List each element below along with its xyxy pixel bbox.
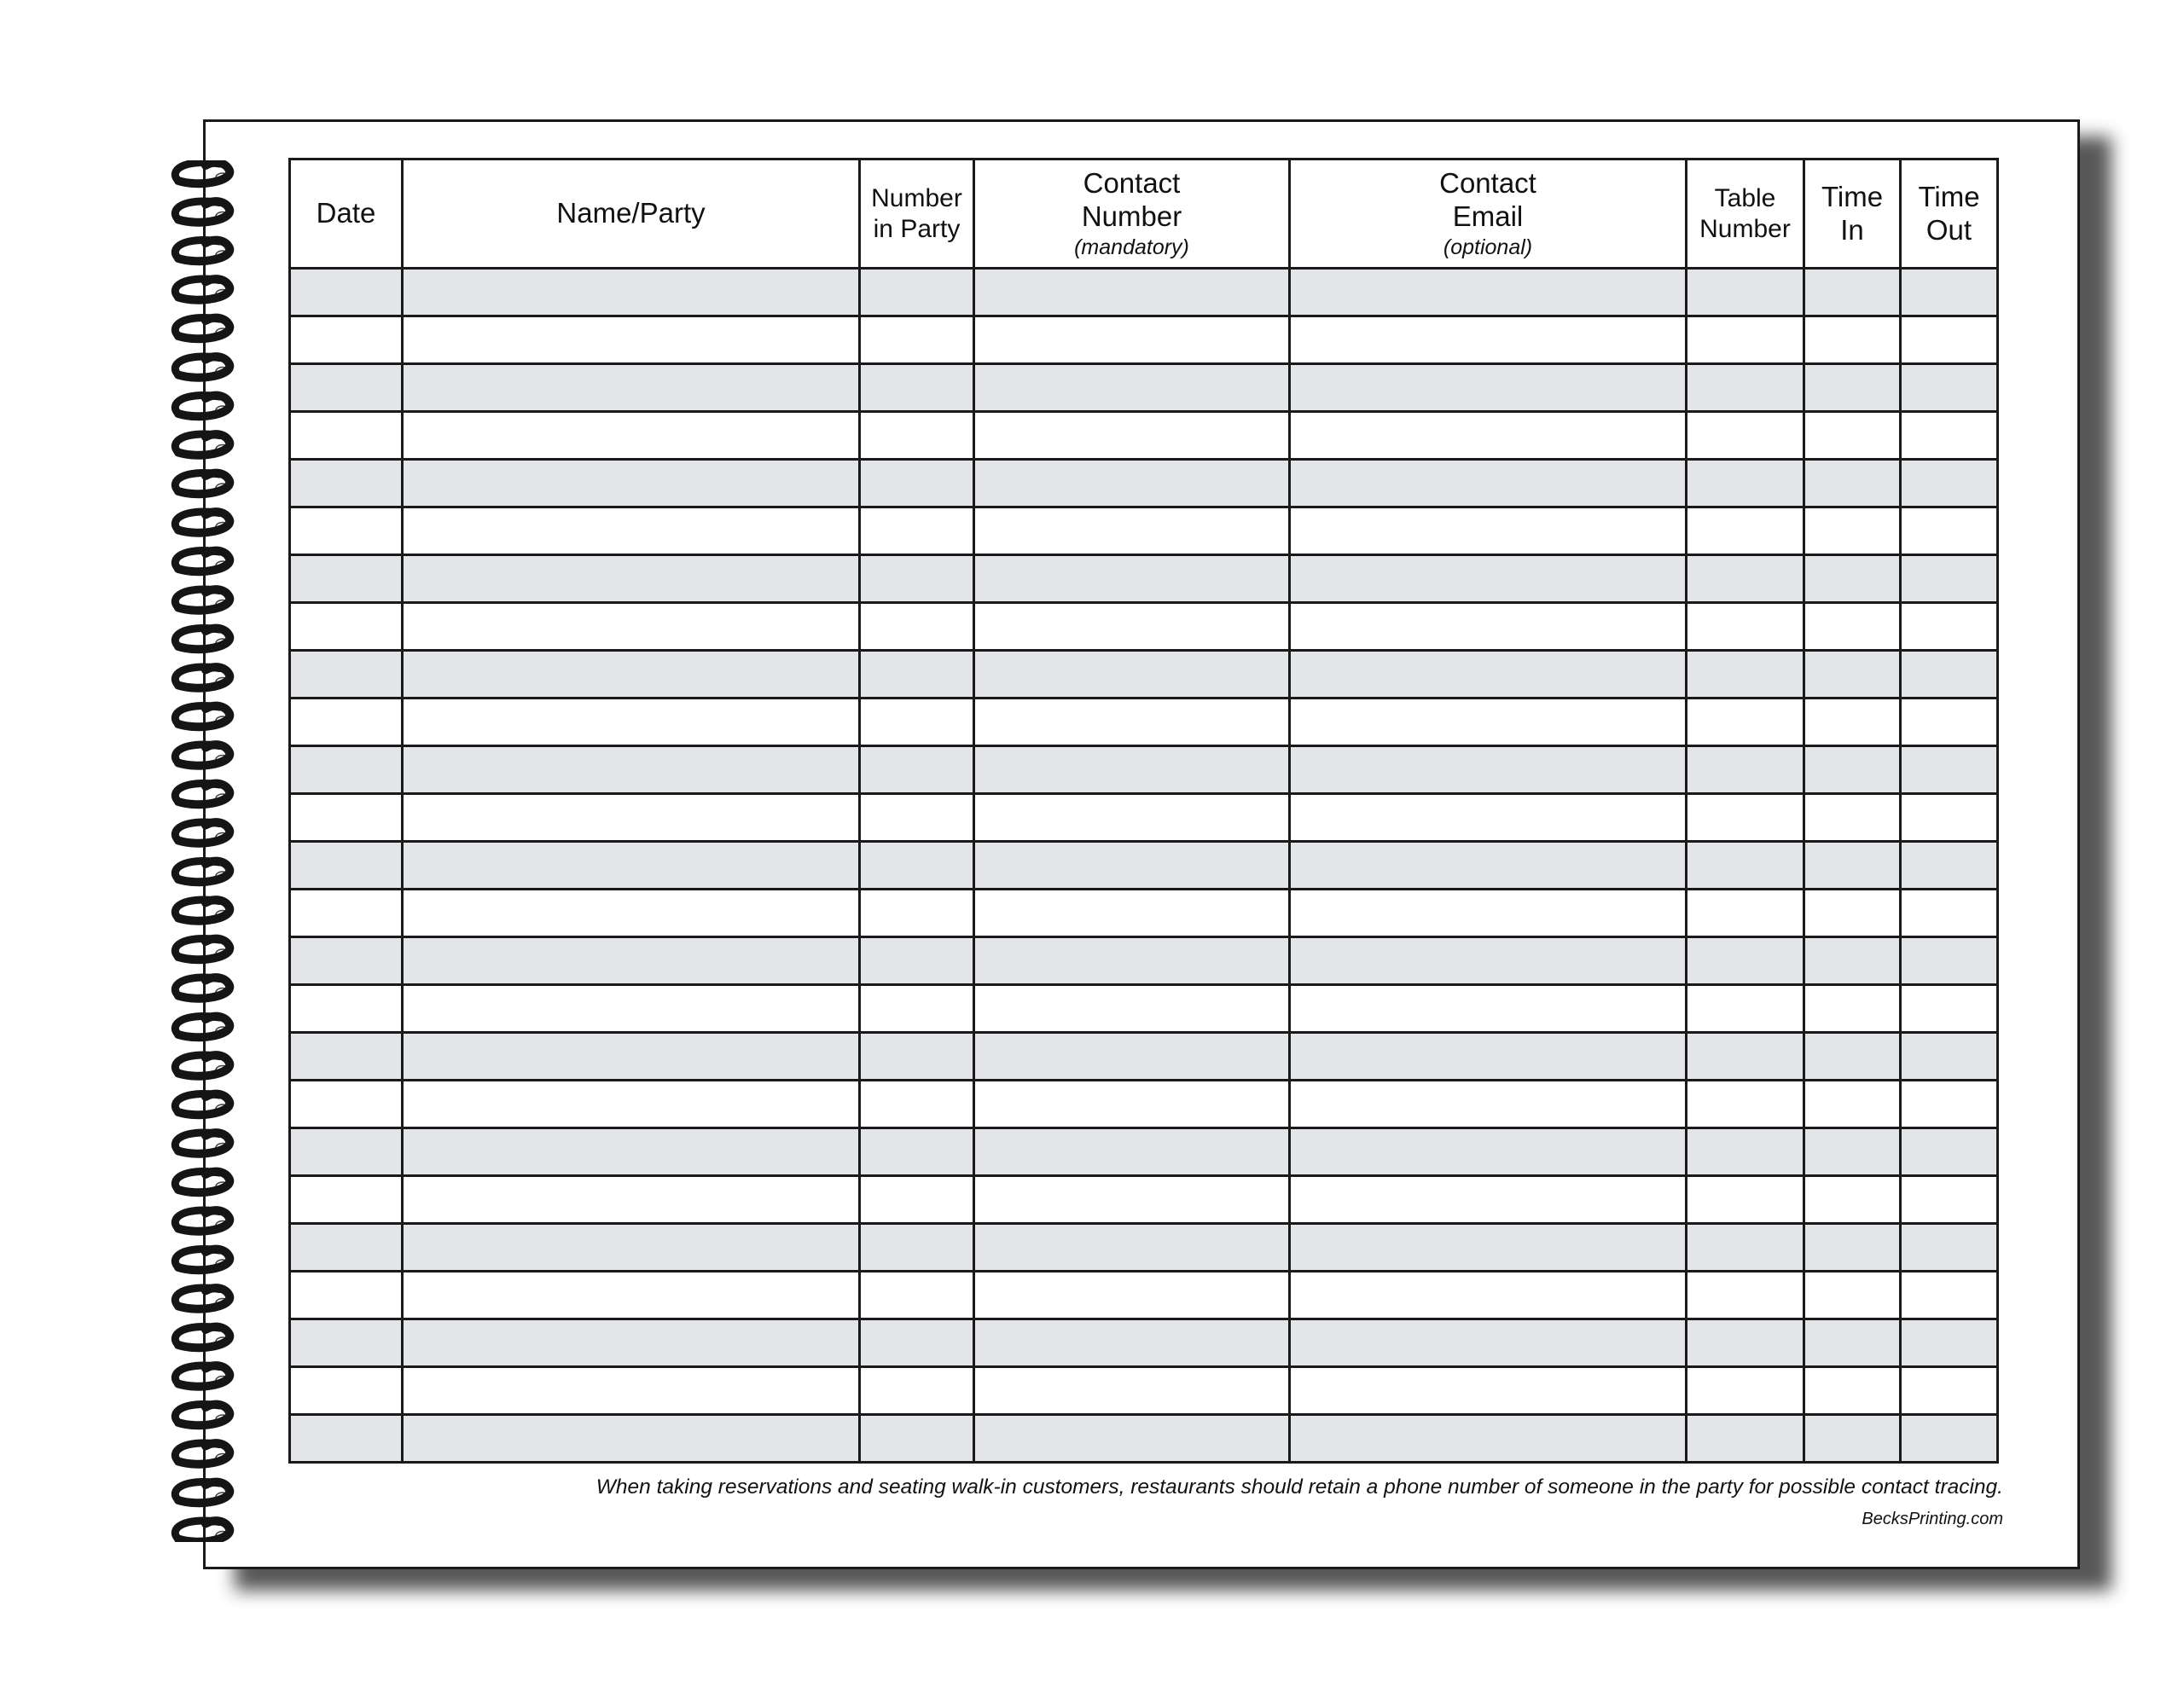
- log-cell-table-number: [1687, 890, 1804, 937]
- log-cell-time-out: [1901, 842, 1998, 890]
- log-cell-time-out: [1901, 460, 1998, 507]
- log-cell-number-in-party: [860, 1176, 974, 1224]
- log-cell-contact-email: [1290, 412, 1687, 460]
- log-cell-number-in-party: [860, 1367, 974, 1415]
- log-cell-date: [290, 1272, 403, 1319]
- log-cell-contact-email: [1290, 937, 1687, 985]
- col-header-time-out: Time Out: [1901, 159, 1998, 269]
- log-cell-date: [290, 1081, 403, 1128]
- log-cell-number-in-party: [860, 1081, 974, 1128]
- log-cell-time-in: [1804, 1224, 1901, 1272]
- log-cell-table-number: [1687, 842, 1804, 890]
- log-cell-contact-number: [974, 1224, 1290, 1272]
- spiral-coil: [175, 512, 229, 533]
- col-header-table-number: Table Number: [1687, 159, 1804, 269]
- log-cell-contact-number: [974, 555, 1290, 603]
- log-cell-contact-email: [1290, 1415, 1687, 1463]
- log-cell-date: [290, 1224, 403, 1272]
- log-row: [290, 269, 1998, 316]
- log-cell-contact-number: [974, 412, 1290, 460]
- log-cell-time-in: [1804, 364, 1901, 412]
- log-cell-time-in: [1804, 603, 1901, 651]
- log-cell-number-in-party: [860, 651, 974, 699]
- spiral-coil: [175, 667, 229, 688]
- log-cell-number-in-party: [860, 985, 974, 1033]
- log-cell-table-number: [1687, 794, 1804, 842]
- log-cell-date: [290, 746, 403, 794]
- spiral-coil: [175, 1210, 229, 1232]
- log-cell-number-in-party: [860, 507, 974, 555]
- log-cell-table-number: [1687, 1128, 1804, 1176]
- log-cell-name-party: [403, 1081, 860, 1128]
- log-cell-time-out: [1901, 1128, 1998, 1176]
- spiral-coil: [175, 279, 229, 300]
- spiral-coil: [175, 1482, 229, 1504]
- log-cell-date: [290, 555, 403, 603]
- log-cell-contact-number: [974, 507, 1290, 555]
- log-cell-number-in-party: [860, 746, 974, 794]
- spiral-coil: [175, 1288, 229, 1309]
- log-cell-name-party: [403, 1033, 860, 1081]
- log-cell-time-out: [1901, 364, 1998, 412]
- log-cell-table-number: [1687, 937, 1804, 985]
- log-cell-name-party: [403, 555, 860, 603]
- col-header-date: Date: [290, 159, 403, 269]
- log-cell-time-out: [1901, 1033, 1998, 1081]
- spiral-coil: [175, 822, 229, 844]
- log-cell-time-out: [1901, 985, 1998, 1033]
- log-cell-time-out: [1901, 1081, 1998, 1128]
- log-cell-table-number: [1687, 460, 1804, 507]
- spiral-coil: [175, 1249, 229, 1271]
- log-cell-contact-number: [974, 1081, 1290, 1128]
- log-cell-time-out: [1901, 1367, 1998, 1415]
- log-cell-date: [290, 1033, 403, 1081]
- log-cell-contact-email: [1290, 1272, 1687, 1319]
- log-cell-time-in: [1804, 1033, 1901, 1081]
- log-row: [290, 1415, 1998, 1463]
- log-cell-date: [290, 1319, 403, 1367]
- log-cell-time-out: [1901, 412, 1998, 460]
- log-row: [290, 1367, 1998, 1415]
- spiral-coil: [175, 473, 229, 495]
- log-cell-contact-email: [1290, 1033, 1687, 1081]
- log-row: [290, 1176, 1998, 1224]
- log-cell-number-in-party: [860, 364, 974, 412]
- log-cell-contact-email: [1290, 507, 1687, 555]
- log-cell-date: [290, 1415, 403, 1463]
- log-row: [290, 1319, 1998, 1367]
- log-cell-time-out: [1901, 794, 1998, 842]
- log-cell-time-out: [1901, 1415, 1998, 1463]
- log-cell-time-out: [1901, 1176, 1998, 1224]
- log-cell-name-party: [403, 412, 860, 460]
- spiral-coil: [175, 1327, 229, 1348]
- log-cell-name-party: [403, 842, 860, 890]
- spiral-coil: [175, 201, 229, 223]
- optional-note: (optional): [1443, 235, 1533, 259]
- log-cell-time-in: [1804, 1081, 1901, 1128]
- log-row: [290, 937, 1998, 985]
- col-header-time-in: Time In: [1804, 159, 1901, 269]
- log-row: [290, 794, 1998, 842]
- log-cell-number-in-party: [860, 1033, 974, 1081]
- log-cell-date: [290, 1128, 403, 1176]
- log-cell-number-in-party: [860, 1128, 974, 1176]
- log-row: [290, 1081, 1998, 1128]
- log-cell-time-out: [1901, 316, 1998, 364]
- log-cell-time-out: [1901, 269, 1998, 316]
- spiral-coil: [175, 1365, 229, 1387]
- log-row: [290, 746, 1998, 794]
- log-cell-name-party: [403, 985, 860, 1033]
- log-cell-name-party: [403, 460, 860, 507]
- log-row: [290, 316, 1998, 364]
- spiral-coil: [175, 977, 229, 999]
- log-cell-contact-email: [1290, 985, 1687, 1033]
- log-cell-table-number: [1687, 985, 1804, 1033]
- log-cell-contact-email: [1290, 269, 1687, 316]
- log-cell-name-party: [403, 364, 860, 412]
- log-cell-time-in: [1804, 746, 1901, 794]
- col-header-name-party: Name/Party: [403, 159, 860, 269]
- log-cell-contact-number: [974, 1272, 1290, 1319]
- log-cell-contact-email: [1290, 1128, 1687, 1176]
- spiral-coil: [175, 861, 229, 883]
- log-cell-number-in-party: [860, 1319, 974, 1367]
- log-row: [290, 364, 1998, 412]
- log-cell-time-out: [1901, 651, 1998, 699]
- log-cell-date: [290, 699, 403, 746]
- log-cell-time-in: [1804, 794, 1901, 842]
- spiral-coil: [175, 163, 229, 184]
- log-cell-contact-number: [974, 890, 1290, 937]
- log-row: [290, 1033, 1998, 1081]
- log-cell-name-party: [403, 1272, 860, 1319]
- log-row: [290, 1128, 1998, 1176]
- log-cell-contact-number: [974, 1319, 1290, 1367]
- log-cell-time-in: [1804, 890, 1901, 937]
- log-cell-time-out: [1901, 507, 1998, 555]
- spiral-coil: [175, 1017, 229, 1038]
- spiral-coil: [175, 939, 229, 960]
- log-cell-time-in: [1804, 651, 1901, 699]
- log-cell-table-number: [1687, 412, 1804, 460]
- log-row: [290, 890, 1998, 937]
- spiral-coil: [175, 241, 229, 262]
- log-cell-time-in: [1804, 1128, 1901, 1176]
- spiral-coil: [175, 706, 229, 728]
- log-cell-time-in: [1804, 507, 1901, 555]
- log-cell-contact-email: [1290, 1367, 1687, 1415]
- log-cell-name-party: [403, 699, 860, 746]
- spiral-coil: [175, 1094, 229, 1116]
- log-cell-name-party: [403, 890, 860, 937]
- log-cell-time-in: [1804, 460, 1901, 507]
- spiral-coil: [175, 1521, 229, 1542]
- log-cell-time-in: [1804, 1319, 1901, 1367]
- log-cell-time-in: [1804, 1415, 1901, 1463]
- log-cell-date: [290, 890, 403, 937]
- log-cell-contact-email: [1290, 555, 1687, 603]
- log-cell-number-in-party: [860, 842, 974, 890]
- log-cell-time-out: [1901, 890, 1998, 937]
- log-cell-name-party: [403, 746, 860, 794]
- spiral-coil: [175, 745, 229, 766]
- log-cell-table-number: [1687, 1081, 1804, 1128]
- log-table-body: [290, 269, 1998, 1463]
- log-cell-table-number: [1687, 699, 1804, 746]
- spiral-coil: [175, 589, 229, 611]
- log-cell-contact-email: [1290, 1224, 1687, 1272]
- log-cell-number-in-party: [860, 269, 974, 316]
- log-cell-table-number: [1687, 269, 1804, 316]
- log-cell-date: [290, 412, 403, 460]
- log-cell-contact-email: [1290, 746, 1687, 794]
- log-cell-table-number: [1687, 1367, 1804, 1415]
- log-cell-contact-number: [974, 603, 1290, 651]
- log-cell-name-party: [403, 651, 860, 699]
- log-row: [290, 507, 1998, 555]
- spiral-coil: [175, 1443, 229, 1464]
- log-cell-contact-number: [974, 364, 1290, 412]
- log-cell-number-in-party: [860, 1224, 974, 1272]
- log-cell-contact-email: [1290, 699, 1687, 746]
- header-row: [290, 159, 1998, 269]
- log-cell-table-number: [1687, 507, 1804, 555]
- log-cell-number-in-party: [860, 890, 974, 937]
- log-cell-contact-email: [1290, 1081, 1687, 1128]
- log-cell-contact-number: [974, 460, 1290, 507]
- log-row: [290, 1224, 1998, 1272]
- log-cell-time-in: [1804, 1367, 1901, 1415]
- log-cell-table-number: [1687, 1272, 1804, 1319]
- log-cell-time-out: [1901, 603, 1998, 651]
- log-cell-date: [290, 269, 403, 316]
- log-cell-name-party: [403, 269, 860, 316]
- log-cell-time-out: [1901, 555, 1998, 603]
- log-cell-time-in: [1804, 842, 1901, 890]
- spiral-coil: [175, 629, 229, 650]
- log-cell-table-number: [1687, 1176, 1804, 1224]
- log-cell-name-party: [403, 937, 860, 985]
- spiral-coil: [175, 784, 229, 805]
- log-cell-contact-number: [974, 269, 1290, 316]
- log-cell-name-party: [403, 1224, 860, 1272]
- log-cell-table-number: [1687, 1415, 1804, 1463]
- log-cell-time-out: [1901, 1224, 1998, 1272]
- log-cell-time-in: [1804, 1272, 1901, 1319]
- log-cell-contact-number: [974, 794, 1290, 842]
- log-cell-number-in-party: [860, 937, 974, 985]
- log-cell-date: [290, 364, 403, 412]
- log-cell-contact-email: [1290, 603, 1687, 651]
- log-cell-time-in: [1804, 555, 1901, 603]
- col-header-contact-number: Contact Number (mandatory): [974, 159, 1290, 269]
- log-cell-contact-email: [1290, 460, 1687, 507]
- log-cell-contact-email: [1290, 890, 1687, 937]
- log-cell-contact-number: [974, 651, 1290, 699]
- log-cell-time-in: [1804, 269, 1901, 316]
- log-cell-contact-email: [1290, 651, 1687, 699]
- log-cell-date: [290, 1176, 403, 1224]
- log-cell-date: [290, 937, 403, 985]
- spiral-coil: [175, 1055, 229, 1076]
- log-cell-time-out: [1901, 746, 1998, 794]
- log-cell-name-party: [403, 316, 860, 364]
- spiral-coil: [175, 396, 229, 417]
- log-cell-contact-email: [1290, 842, 1687, 890]
- log-cell-contact-email: [1290, 1176, 1687, 1224]
- contact-log-table: [288, 158, 1999, 1464]
- log-cell-number-in-party: [860, 1272, 974, 1319]
- log-cell-time-out: [1901, 937, 1998, 985]
- log-cell-date: [290, 460, 403, 507]
- log-cell-table-number: [1687, 651, 1804, 699]
- contact-tracing-note: When taking reservations and seating walk-in customers, restaurants should retain a phone number of someone in the party for possible contact tracing.: [595, 1475, 2003, 1499]
- log-cell-number-in-party: [860, 555, 974, 603]
- log-cell-number-in-party: [860, 794, 974, 842]
- log-cell-time-in: [1804, 316, 1901, 364]
- spiral-coil: [175, 551, 229, 572]
- log-cell-date: [290, 794, 403, 842]
- log-cell-table-number: [1687, 1224, 1804, 1272]
- log-cell-name-party: [403, 1319, 860, 1367]
- log-cell-table-number: [1687, 746, 1804, 794]
- log-cell-name-party: [403, 1128, 860, 1176]
- spiral-coil: [175, 357, 229, 378]
- log-cell-contact-number: [974, 1367, 1290, 1415]
- col-header-number-in-party: Number in Party: [860, 159, 974, 269]
- log-cell-time-in: [1804, 412, 1901, 460]
- log-cell-date: [290, 651, 403, 699]
- log-cell-name-party: [403, 794, 860, 842]
- spiral-coil: [175, 434, 229, 455]
- log-cell-contact-number: [974, 1176, 1290, 1224]
- log-cell-number-in-party: [860, 699, 974, 746]
- log-cell-date: [290, 842, 403, 890]
- log-cell-contact-number: [974, 699, 1290, 746]
- log-cell-number-in-party: [860, 316, 974, 364]
- log-cell-date: [290, 316, 403, 364]
- log-row: [290, 412, 1998, 460]
- log-row: [290, 555, 1998, 603]
- log-cell-contact-number: [974, 1033, 1290, 1081]
- log-cell-contact-email: [1290, 316, 1687, 364]
- log-cell-name-party: [403, 507, 860, 555]
- log-cell-time-in: [1804, 985, 1901, 1033]
- log-cell-time-in: [1804, 699, 1901, 746]
- log-cell-date: [290, 507, 403, 555]
- log-row: [290, 460, 1998, 507]
- log-cell-number-in-party: [860, 1415, 974, 1463]
- log-cell-date: [290, 603, 403, 651]
- spiral-coil: [175, 1172, 229, 1193]
- log-cell-name-party: [403, 603, 860, 651]
- log-cell-contact-number: [974, 1415, 1290, 1463]
- spiral-coil: [175, 1133, 229, 1154]
- log-row: [290, 985, 1998, 1033]
- log-cell-contact-email: [1290, 1319, 1687, 1367]
- log-cell-contact-number: [974, 842, 1290, 890]
- log-cell-contact-number: [974, 1128, 1290, 1176]
- log-cell-contact-number: [974, 746, 1290, 794]
- log-cell-table-number: [1687, 1319, 1804, 1367]
- log-cell-date: [290, 1367, 403, 1415]
- mandatory-note: (mandatory): [1074, 235, 1189, 259]
- log-cell-number-in-party: [860, 603, 974, 651]
- log-cell-time-out: [1901, 699, 1998, 746]
- log-cell-contact-email: [1290, 794, 1687, 842]
- log-row: [290, 651, 1998, 699]
- spiral-binding: [166, 160, 252, 1542]
- log-cell-table-number: [1687, 364, 1804, 412]
- log-cell-name-party: [403, 1415, 860, 1463]
- log-cell-time-in: [1804, 937, 1901, 985]
- log-cell-table-number: [1687, 603, 1804, 651]
- log-cell-time-in: [1804, 1176, 1901, 1224]
- log-cell-time-out: [1901, 1319, 1998, 1367]
- spiral-coil: [175, 1405, 229, 1426]
- log-cell-contact-number: [974, 985, 1290, 1033]
- log-cell-table-number: [1687, 555, 1804, 603]
- log-cell-table-number: [1687, 1033, 1804, 1081]
- log-cell-date: [290, 985, 403, 1033]
- col-header-contact-email: Contact Email (optional): [1290, 159, 1687, 269]
- log-cell-number-in-party: [860, 460, 974, 507]
- log-row: [290, 842, 1998, 890]
- log-row: [290, 603, 1998, 651]
- log-row: [290, 699, 1998, 746]
- website-credit: BecksPrinting.com: [1862, 1510, 2003, 1528]
- log-cell-contact-email: [1290, 364, 1687, 412]
- spiral-coil: [175, 318, 229, 339]
- log-cell-number-in-party: [860, 412, 974, 460]
- log-cell-name-party: [403, 1176, 860, 1224]
- spiral-coil: [175, 900, 229, 921]
- log-row: [290, 1272, 1998, 1319]
- log-cell-contact-number: [974, 937, 1290, 985]
- log-cell-time-out: [1901, 1272, 1998, 1319]
- log-cell-name-party: [403, 1367, 860, 1415]
- log-cell-contact-number: [974, 316, 1290, 364]
- log-cell-table-number: [1687, 316, 1804, 364]
